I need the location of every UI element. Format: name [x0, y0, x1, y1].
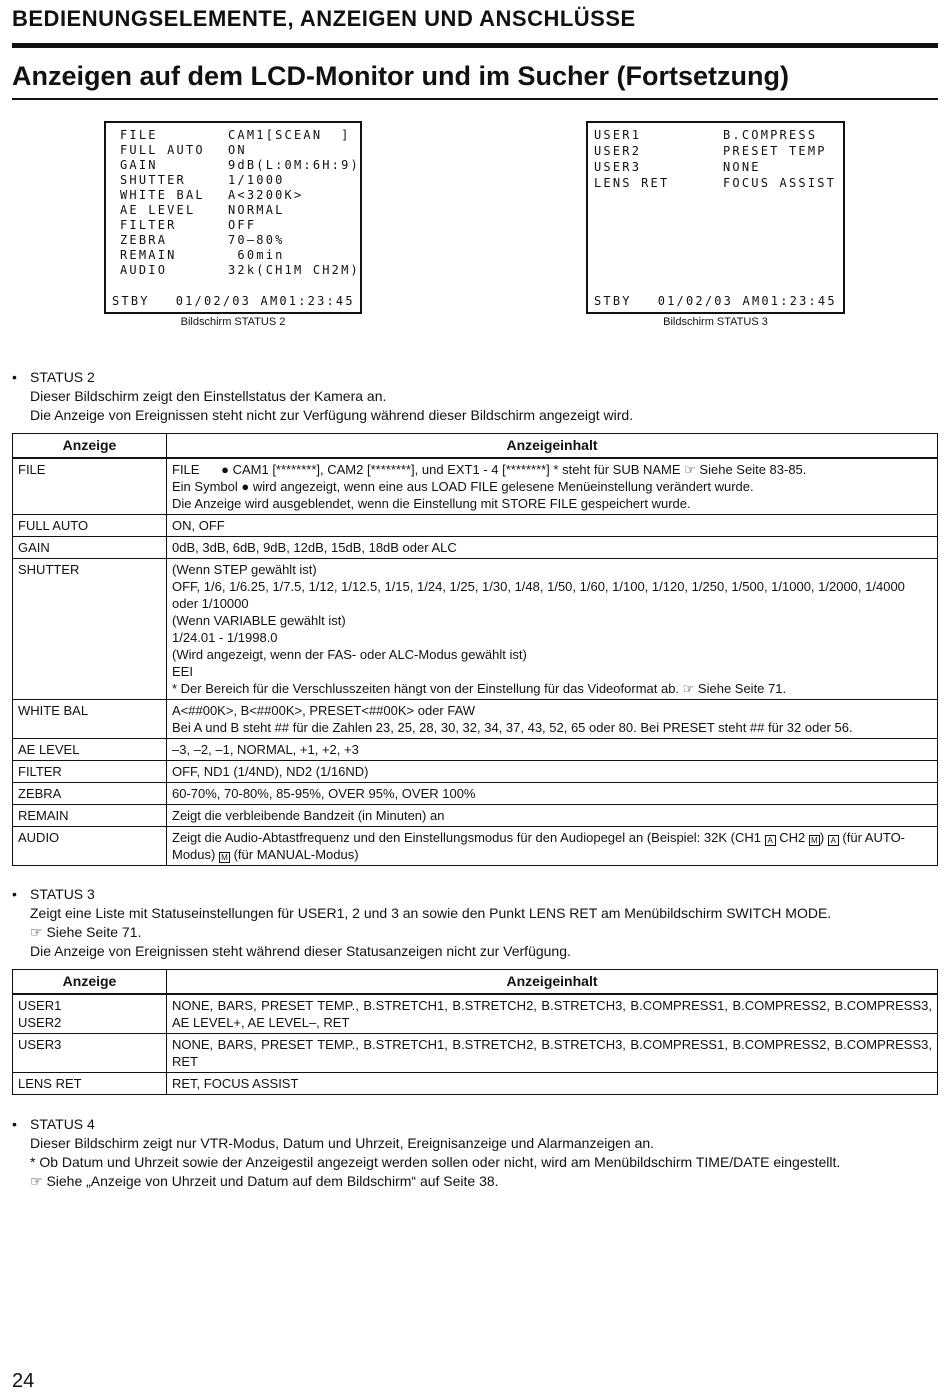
table-row	[13, 536, 938, 558]
row-name: WHITE BAL	[13, 699, 167, 738]
status3-table	[12, 969, 938, 1095]
row-content: 0dB, 3dB, 6dB, 9dB, 12dB, 15dB, 18dB oder ALC	[167, 536, 938, 558]
manual-mode-symbol: M	[219, 852, 230, 863]
row-name: REMAIN	[13, 804, 167, 826]
table-row	[13, 699, 938, 738]
row-content: NONE, BARS, PRESET TEMP., B.STRETCH1, B.STRETCH2, B.STRETCH3, B.COMPRESS1, B.COMPRESS2, B.COMPRESS3, RET	[167, 1033, 938, 1072]
bullet-heading: • STATUS 2	[12, 369, 95, 385]
section-header	[12, 6, 938, 32]
bullet-heading: • STATUS 4	[12, 1116, 95, 1132]
row-name: AE LEVEL	[13, 738, 167, 760]
row-name: GAIN	[13, 536, 167, 558]
status4-description	[12, 1115, 938, 1191]
row-name: SHUTTER	[13, 558, 167, 699]
status2-caption: Bildschirm STATUS 2	[180, 316, 286, 328]
status2-screen: FILE CAM1[SCEAN ] FULL AUTO ON GAIN 9dB(L:0M:6H:9) SHUTTER 1/1000 WHITE BAL A<3200K> AE LEVEL NORMAL FILTER OFF ZEBRA 70–80% REMAIN 60min AUDIO 32k(CH1M CH2M) STBY 01/02/03 AM01:23:45	[104, 121, 362, 314]
table-row	[13, 514, 938, 536]
table-row	[13, 458, 938, 515]
row-name: USER3	[13, 1033, 167, 1072]
row-content: ON, OFF	[167, 514, 938, 536]
table-row	[13, 760, 938, 782]
description-line: Zeigt eine Liste mit Statuseinstellungen für USER1, 2 und 3 an sowie den Punkt LENS RET am Menübildschirm SWITCH MODE.	[30, 905, 832, 921]
page-number: 24	[12, 1370, 35, 1392]
table-header-row	[13, 434, 938, 458]
table-row	[13, 782, 938, 804]
row-content: Zeigt die verbleibende Bandzeit (in Minuten) an	[167, 804, 938, 826]
description-line: ☞ Siehe Seite 71.	[30, 924, 142, 940]
table-row	[13, 558, 938, 699]
table-row	[13, 994, 938, 1034]
row-name: LENS RET	[13, 1072, 167, 1094]
table-row	[13, 804, 938, 826]
row-content: A<##00K>, B<##00K>, PRESET<##00K> oder FAW Bei A und B steht ## für die Zahlen 23, 25, 28, 30, 32, 34, 37, 43, 52, 65 oder 80. Bei PRESET steht ## für 32 oder 56.	[167, 699, 938, 738]
row-content: 60-70%, 70-80%, 85-95%, OVER 95%, OVER 100%	[167, 782, 938, 804]
description-line: ☞ Siehe „Anzeige von Uhrzeit und Datum auf dem Bildschirm“ auf Seite 38.	[30, 1173, 499, 1189]
row-name: FULL AUTO	[13, 514, 167, 536]
status2-table	[12, 433, 938, 866]
table-header-row	[13, 970, 938, 994]
row-content: FILE ● CAM1 [********], CAM2 [********], und EXT1 - 4 [********] * steht für SUB NAME ☞ Siehe Seite 83-85. Ein Symbol ● wird angezeigt, wenn eine aus LOAD FILE gelesene Menüeinstellung verändert wurde. Die Anzeige wird ausgeblendet, wenn die Einstellung mit STORE FILE gespeichert wurde.	[167, 458, 938, 515]
header-rule	[12, 43, 938, 48]
description-line: Dieser Bildschirm zeigt nur VTR-Modus, Datum und Uhrzeit, Ereignisanzeige und Alarmanzeigen an.	[30, 1135, 655, 1151]
column-header: Anzeige	[13, 434, 167, 458]
section-title: BEDIENUNGSELEMENTE, ANZEIGEN UND ANSCHLÜSSE	[12, 6, 636, 31]
description-line: Die Anzeige von Ereignissen steht während dieser Statusanzeigen nicht zur Verfügung.	[30, 943, 571, 959]
row-name: FILTER	[13, 760, 167, 782]
status3-description	[12, 885, 938, 961]
auto-mode-symbol: A	[828, 835, 839, 846]
page-title: Anzeigen auf dem LCD-Monitor und im Sucher (Fortsetzung)	[12, 61, 789, 91]
screen-status-line: STBY 01/02/03 AM01:23:45	[112, 294, 355, 308]
status2-description	[12, 368, 938, 425]
row-name: USER1 USER2	[13, 994, 167, 1034]
status3-caption: Bildschirm STATUS 3	[663, 316, 768, 328]
row-name: FILE	[13, 458, 167, 515]
screen-status-line: STBY 01/02/03 AM01:23:45	[594, 294, 837, 308]
row-name: AUDIO	[13, 826, 167, 865]
description-line: * Ob Datum und Uhrzeit sowie der Anzeigestil angezeigt werden sollen oder nicht, wird am Menübildschirm TIME/DATE eingestellt.	[30, 1154, 841, 1170]
auto-mode-symbol: A	[765, 835, 776, 846]
row-content: NONE, BARS, PRESET TEMP., B.STRETCH1, B.STRETCH2, B.STRETCH3, B.COMPRESS1, B.COMPRESS2, B.COMPRESS3, AE LEVEL+, AE LEVEL–, RET	[167, 994, 938, 1034]
status3-screen: USER1 B.COMPRESS USER2 PRESET TEMP USER3 NONE LENS RET FOCUS ASSIST STBY 01/02/03 AM01:23:45	[586, 121, 845, 314]
row-content: –3, –2, –1, NORMAL, +1, +2, +3	[167, 738, 938, 760]
manual-mode-symbol: M	[809, 835, 820, 846]
row-name: ZEBRA	[13, 782, 167, 804]
row-content: (Wenn STEP gewählt ist) OFF, 1/6, 1/6.25, 1/7.5, 1/12, 1/12.5, 1/15, 1/24, 1/25, 1/30, 1/48, 1/50, 1/60, 1/100, 1/120, 1/250, 1/500, 1/1000, 1/2000, 1/4000 oder 1/10000 (Wenn VARIABLE gewählt ist) 1/24.01 - 1/1998.0 (Wird angezeigt, wenn der FAS- oder ALC-Modus gewählt ist) EEI * Der Bereich für die Verschlusszeiten hängt von der Einstellung für das Videoformat ab. ☞ Siehe Seite 71.	[167, 558, 938, 699]
table-row	[13, 1072, 938, 1094]
column-header: Anzeigeinhalt	[167, 434, 938, 458]
table-row	[13, 1033, 938, 1072]
table-row	[13, 826, 938, 865]
table-row	[13, 738, 938, 760]
column-header: Anzeigeinhalt	[167, 970, 938, 994]
bullet-heading: • STATUS 3	[12, 886, 95, 902]
title-rule	[12, 98, 938, 100]
description-line: Die Anzeige von Ereignissen steht nicht zur Verfügung während dieser Bildschirm angezeigt wird.	[30, 407, 634, 423]
row-content: RET, FOCUS ASSIST	[167, 1072, 938, 1094]
column-header: Anzeige	[13, 970, 167, 994]
row-content: OFF, ND1 (1/4ND), ND2 (1/16ND)	[167, 760, 938, 782]
row-content: Zeigt die Audio-Abtastfrequenz und den Einstellungsmodus für den Audiopegel an (Beispiel: 32K (CH1 A CH2 M ) A (für AUTO-Modus) M (für MANUAL-Modus)	[167, 826, 938, 865]
description-line: Dieser Bildschirm zeigt den Einstellstatus der Kamera an.	[30, 388, 387, 404]
